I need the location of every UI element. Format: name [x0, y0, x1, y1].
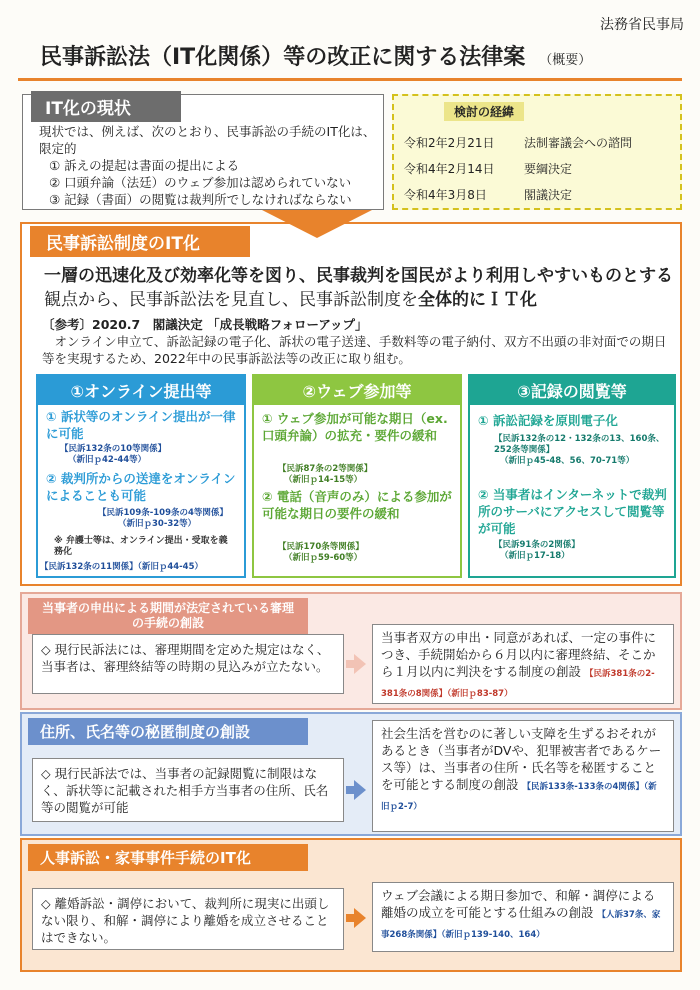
history-date: 令和4年2月14日	[404, 162, 495, 176]
column-item: ① ウェブ参加が可能な期日（ex. 口頭弁論）の拡充・要件の緩和	[262, 411, 448, 443]
reform-ref: 【民訴381条の2-381条の8関係】（新旧ｐ83-87）	[381, 669, 655, 699]
column-ref: 【民訴87条の2等関係】	[278, 464, 373, 474]
section-current-law: ◇ 現行民訴法には、審理期間を定めた規定はなく、当事者は、審理終結等の時期の見込みが立たない。	[32, 634, 344, 694]
title-note: （概要）	[539, 53, 592, 68]
main-header: 民事訴訟制度のIT化	[30, 226, 250, 257]
section-reform	[372, 882, 674, 952]
headline-bold-end: 全体的にＩＴ化	[418, 290, 537, 310]
reference-body: オンライン申立て、訴訟記録の電子化、訴状の電子送達、手数料等の電子納付、双方不出頭の非対面での期日等を実現するため、2022年中の民事訴訟法等の改正に取り組む。	[42, 334, 667, 366]
current-status-box	[22, 94, 384, 210]
anonymity-section	[20, 712, 682, 836]
status-header: IT化の現状	[31, 91, 181, 122]
section-reform	[372, 624, 674, 704]
section-current-law: ◇ 離婚訴訟・調停において、裁判所に現実に出頭しない限り、和解・調停により離婚を成立させることはできない。	[32, 888, 344, 950]
column-ref: （新旧ｐ45-48、56、70-71等）	[500, 456, 635, 466]
history-row	[404, 186, 572, 203]
history-date: 令和4年3月8日	[404, 188, 487, 202]
column-ref: （新旧ｐ14-15等）	[284, 475, 363, 485]
reform-text: 社会生活を営むのに著しい支障を生ずるおそれがあるとき（当事者がDVや、犯罪被害者であるケース等）は、当事者の住所・氏名等を秘匿することを可能とする制度の創設	[381, 726, 662, 792]
right-arrow-icon	[354, 654, 366, 674]
column-item: ② 裁判所からの送達をオンラインによることも可能	[46, 471, 236, 503]
history-event: 法制審議会への諮問	[524, 136, 633, 150]
history-header: 検討の経緯	[444, 102, 524, 121]
section-current-law: ◇ 現行民訴法では、当事者の記録閲覧に制限はなく、訴状等に記載された相手方当事者の住所、氏名等の閲覧が可能	[32, 758, 344, 822]
reform-text: ウェブ会議による期日参加で、和解・調停による離婚の成立を可能とする仕組みの創設	[381, 888, 656, 920]
reference-note	[42, 316, 672, 367]
ministry-name: 法務省民事局	[600, 17, 684, 33]
headline-bold: 一層の迅速化及び効率化等を図り、民事裁判を国民がより利用しやすいものとする	[44, 266, 673, 286]
column-ref: 【民訴170条等関係】	[278, 542, 364, 552]
section-header: 当事者の申出による期間が法定されている審理の手続の創設	[28, 598, 308, 634]
status-item: ③ 記録（書面）の閲覧は裁判所でしなければならない	[49, 192, 352, 207]
column-ref: 【民訴132条の10等関係】	[60, 444, 167, 454]
reform-text: 当事者双方の申出・同意があれば、一定の事件につき、手続開始から６月以内に審理終結、そこから１月以内に判決をする制度の創設	[381, 630, 657, 679]
column-title: ③記録の閲覧等	[470, 376, 674, 405]
column-title: ①オンライン提出等	[38, 376, 244, 405]
column-note: ※ 弁護士等は、オンライン提出・受取を義務化	[54, 536, 228, 557]
column-ref: （新旧ｐ42-44等）	[68, 455, 147, 465]
column-ref: 【民訴132条の12・132条の13、160条、252条等関係】	[494, 434, 665, 455]
status-body	[39, 123, 379, 208]
right-arrow-icon	[354, 908, 366, 928]
section-reform	[372, 720, 674, 832]
down-arrow-icon	[262, 210, 372, 238]
title-divider	[18, 78, 682, 81]
column-item: ① 訴状等のオンライン提出が一律に可能	[46, 409, 236, 441]
column-ref: 【民訴109条-109条の4等関係】	[98, 508, 228, 518]
family-case-section	[20, 838, 682, 972]
history-date: 令和2年2月21日	[404, 136, 495, 150]
history-row	[404, 160, 572, 177]
status-item: ② 口頭弁論（法廷）のウェブ参加は認められていない	[49, 175, 352, 190]
history-box	[392, 94, 682, 210]
web-participation-column	[252, 374, 462, 578]
column-ref: 【民訴132条の11関係】（新旧ｐ44-45）	[40, 562, 204, 572]
column-item: ① 訴訟記録を原則電子化	[478, 413, 618, 428]
reform-ref: 【人訴37条、家事268条関係】（新旧ｐ139-140、164）	[381, 910, 661, 940]
history-event: 閣議決定	[524, 188, 573, 202]
section-header: 人事訴訟・家事事件手続のIT化	[28, 844, 308, 871]
column-ref: 【民訴91条の2関係】	[494, 540, 580, 550]
main-headline	[44, 264, 684, 312]
column-item: ② 電話（音声のみ）による参加が可能な期日の要件の緩和	[262, 489, 452, 521]
status-intro: 現状では、例えば、次のとおり、民事訴訟の手続のIT化は、限定的	[39, 124, 376, 156]
title-text: 民事訴訟法（IT化関係）等の改正に関する法律案	[40, 45, 526, 70]
column-title: ②ウェブ参加等	[254, 376, 460, 405]
fixed-period-section	[20, 592, 682, 710]
status-item: ① 訴えの提起は書面の提出による	[49, 158, 240, 173]
column-ref: （新旧ｐ17-18）	[500, 551, 570, 561]
column-ref: （新旧ｐ30-32等）	[118, 519, 197, 529]
history-row	[404, 134, 632, 151]
headline-normal: 観点から、民事訴訟法を見直し、民事訴訟制度を	[44, 290, 418, 310]
record-viewing-column	[468, 374, 676, 578]
page-title	[40, 40, 670, 71]
right-arrow-icon	[354, 780, 366, 800]
main-it-section	[20, 222, 682, 586]
reform-ref: 【民訴133条-133条の4関係】（新旧ｐ2-7）	[381, 782, 657, 812]
column-item: ② 当事者はインターネットで裁判所のサーバにアクセスして閲覧等が可能	[478, 487, 667, 536]
history-event: 要綱決定	[524, 162, 573, 176]
section-header: 住所、氏名等の秘匿制度の創設	[28, 718, 308, 745]
reference-title: 〔参考〕2020.7 閣議決定 「成長戦略フォローアップ」	[42, 317, 368, 332]
online-submission-column	[36, 374, 246, 578]
column-ref: （新旧ｐ59-60等）	[284, 553, 363, 563]
